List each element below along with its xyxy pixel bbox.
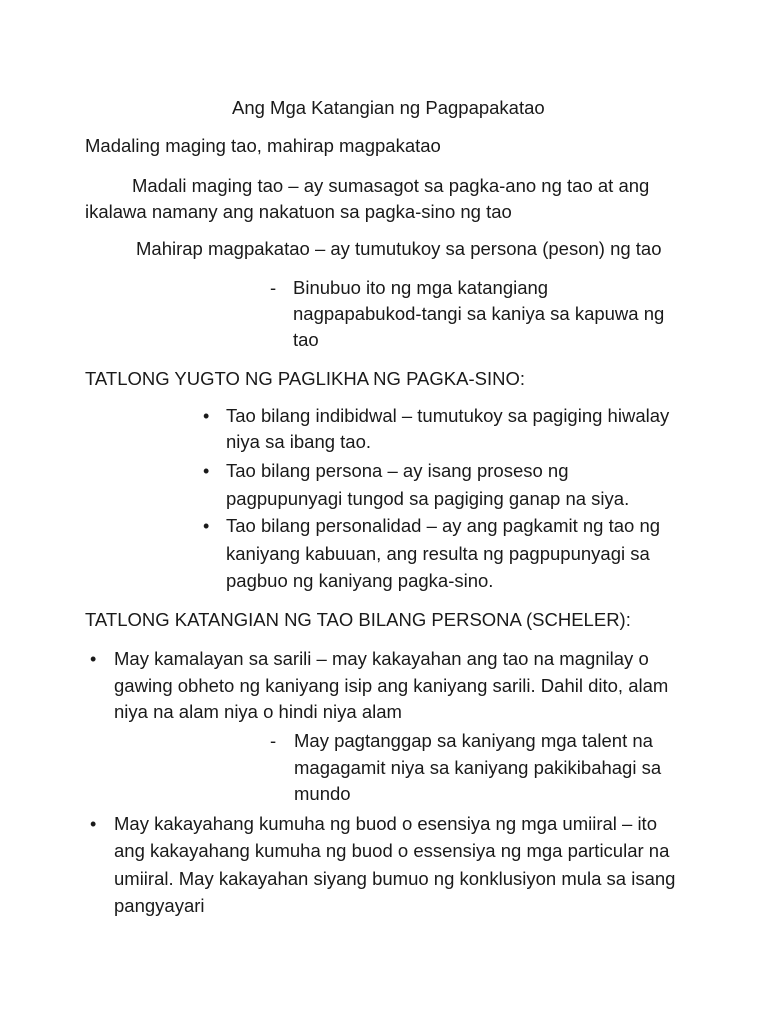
heading-tatlong-katangian: TATLONG KATANGIAN NG TAO BILANG PERSONA (SCHELER): bbox=[85, 609, 631, 630]
dash1-line-3: tao bbox=[293, 329, 319, 350]
yugto-item-2-line-2: pagpupunyagi tungod sa pagiging ganap na siya. bbox=[226, 488, 630, 509]
katangian-item-2-line-2: ang kakayahang kumuha ng buod o essensiya ng mga particular na bbox=[114, 840, 670, 861]
dash1-line-2: nagpapabukod-tangi sa kaniya sa kapuwa ng bbox=[293, 303, 665, 324]
paragraph-2: Mahirap magpakatao – ay tumutukoy sa persona (peson) ng tao bbox=[136, 238, 662, 259]
katangian-item-2-line-4: pangyayari bbox=[114, 895, 205, 916]
dash2-line-1: May pagtanggap sa kaniyang mga talent na bbox=[294, 730, 653, 751]
yugto-item-3-line-2: kaniyang kabuuan, ang resulta ng pagpupunyagi sa bbox=[226, 543, 650, 564]
document-subtitle: Madaling maging tao, mahirap magpakatao bbox=[85, 135, 441, 156]
katangian-item-2-line-1: May kakayahang kumuha ng buod o esensiya ng mga umiiral – ito bbox=[114, 813, 657, 834]
katangian-item-1-line-1: May kamalayan sa sarili – may kakayahan ang tao na magnilay o bbox=[114, 648, 649, 669]
dash2-line-3: mundo bbox=[294, 783, 351, 804]
paragraph-1-line-2: ikalawa namany ang nakatuon sa pagka-sino ng tao bbox=[85, 201, 512, 222]
dash-marker: - bbox=[270, 730, 277, 751]
yugto-item-1-line-1: Tao bilang indibidwal – tumutukoy sa pagiging hiwalay bbox=[226, 405, 670, 426]
katangian-item-2-line-3: umiiral. May kakayahan siyang bumuo ng konklusiyon mula sa isang bbox=[114, 868, 676, 889]
paragraph-1-line-1: Madali maging tao – ay sumasagot sa pagka-ano ng tao at ang bbox=[132, 175, 650, 196]
dash-marker: - bbox=[270, 277, 277, 298]
katangian-item-1-line-2: gawing obheto ng kaniyang isip ang kaniyang sarili. Dahil dito, alam bbox=[114, 675, 669, 696]
document-title: Ang Mga Katangian ng Pagpapakatao bbox=[232, 97, 545, 118]
yugto-item-2-line-1: Tao bilang persona – ay isang proseso ng bbox=[226, 460, 569, 481]
dash1-line-1: Binubuo ito ng mga katangiang bbox=[293, 277, 549, 298]
katangian-item-1-line-3: niya na alam niya o hindi niya alam bbox=[114, 701, 402, 722]
bullet-marker: • bbox=[203, 406, 210, 426]
bullet-marker: • bbox=[203, 461, 210, 481]
bullet-marker: • bbox=[90, 649, 97, 669]
yugto-item-3-line-1: Tao bilang personalidad – ay ang pagkamit ng tao ng bbox=[226, 515, 661, 536]
yugto-item-1-line-2: niya sa ibang tao. bbox=[226, 431, 372, 452]
yugto-item-3-line-3: pagbuo ng kaniyang pagka-sino. bbox=[226, 570, 494, 591]
dash2-line-2: magagamit niya sa kaniyang pakikibahagi sa bbox=[294, 757, 662, 778]
heading-tatlong-yugto: TATLONG YUGTO NG PAGLIKHA NG PAGKA-SINO: bbox=[85, 368, 525, 389]
bullet-marker: • bbox=[90, 814, 97, 834]
bullet-marker: • bbox=[203, 516, 210, 536]
